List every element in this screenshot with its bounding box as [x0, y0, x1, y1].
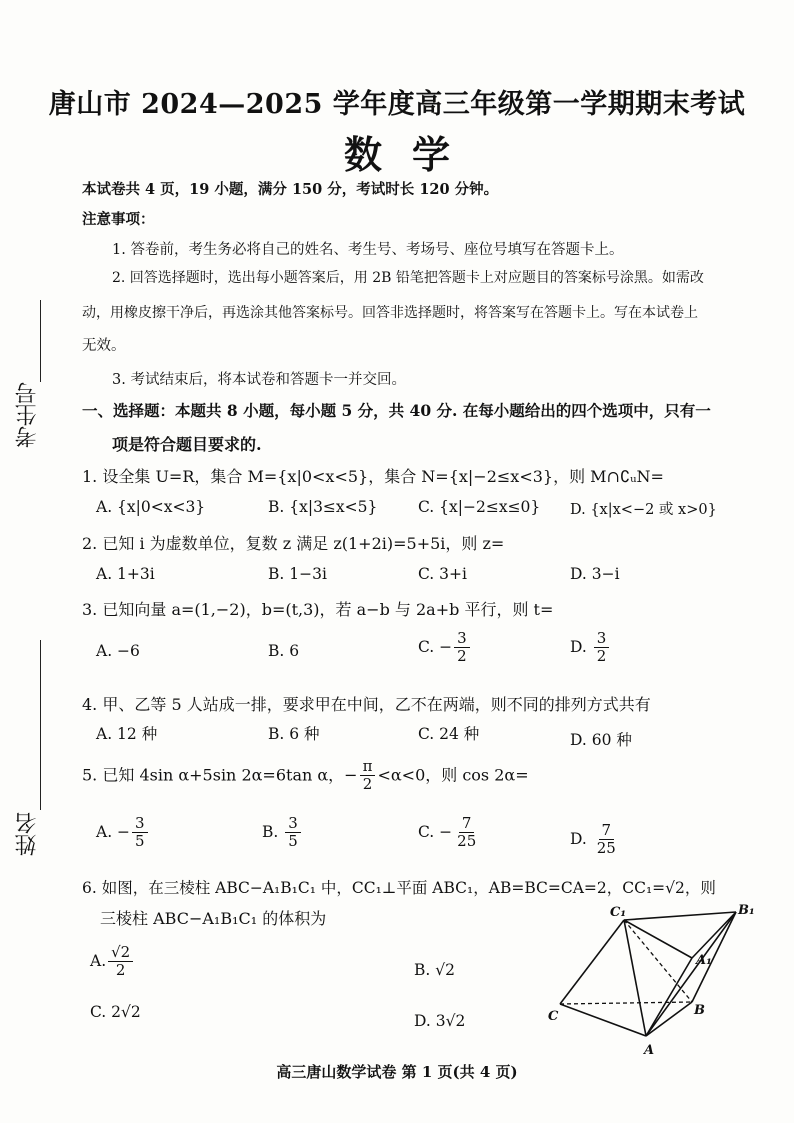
- question-5-option-d: [570, 822, 621, 858]
- question-3-option-a: A. −6: [96, 642, 140, 660]
- edge-c-b-hidden: [560, 1002, 692, 1004]
- question-2-stem: 2. 已知 i 为虚数单位，复数 z 满足 z(1+2i)=5+5i，则 z=: [82, 534, 505, 553]
- question-6-stem-line-2: 三棱柱 ABC−A₁B₁C₁ 的体积为: [100, 909, 327, 928]
- label-a: A: [644, 1043, 655, 1058]
- question-5-option-c-prefix: C. −: [418, 822, 453, 841]
- label-b1: B₁: [738, 903, 755, 918]
- section-1-heading-2: 项是符合题目要求的.: [112, 435, 262, 454]
- notice-item-2-line-2: 动，用橡皮擦干净后，再选涂其他答案标号。回答非选择题时，将答案写在答题卡上。写在本试卷上: [82, 305, 698, 321]
- question-1-option-a: A. {x|0<x<3}: [96, 498, 206, 516]
- exam-no-label: 考生号: [15, 382, 40, 448]
- label-c: C: [548, 1009, 559, 1024]
- question-5-option-d-prefix: D.: [570, 829, 592, 848]
- question-2-option-b: B. 1−3i: [268, 565, 327, 583]
- question-3-option-d-fraction: [594, 630, 610, 666]
- name-label: 姓名: [15, 812, 40, 856]
- fraction-denominator: 2: [362, 775, 373, 794]
- question-6-option-b: B. √2: [414, 961, 455, 979]
- question-3-stem: 3. 已知向量 a=(1,−2)，b=(t,3)，若 a−b 与 2a+b 平行，则 t=: [82, 600, 554, 619]
- question-5-option-a-fraction: [132, 815, 148, 851]
- notice-heading: 注意事项：: [82, 211, 155, 228]
- fraction-numerator: 3: [454, 630, 470, 648]
- fraction-numerator: π: [360, 758, 376, 776]
- fraction-numerator: 3: [285, 815, 301, 833]
- question-5-option-b-prefix: B.: [262, 822, 284, 841]
- question-2-option-d: D. 3−i: [570, 565, 620, 583]
- fraction-numerator: 3: [132, 815, 148, 833]
- question-2-option-c: C. 3+i: [418, 565, 467, 583]
- notice-item-2-line-3: 无效。: [82, 338, 126, 354]
- question-3-option-b: B. 6: [268, 642, 300, 660]
- question-3-option-c: [418, 630, 472, 666]
- question-6-option-a-fraction: [108, 944, 133, 980]
- question-5-option-a-prefix: A. −: [96, 822, 131, 841]
- fraction-numerator: √2: [108, 944, 133, 962]
- subject-title: 数学: [343, 132, 480, 177]
- fraction-denominator: 2: [115, 961, 126, 980]
- question-2-option-a: A. 1+3i: [96, 565, 155, 583]
- exam-title: 唐山市 2024—2025 学年度高三年级第一学期期末考试: [48, 89, 746, 120]
- edge-c-a: [560, 1004, 646, 1036]
- question-4-option-a: A. 12 种: [96, 725, 158, 743]
- edge-a-b: [646, 1002, 692, 1036]
- fraction-numerator: 7: [459, 815, 475, 833]
- edge-b1-a1: [692, 912, 736, 958]
- fraction-denominator: 25: [596, 839, 616, 858]
- label-b: B: [694, 1003, 705, 1018]
- edge-c1-b-hidden: [624, 920, 692, 1002]
- question-3-option-c-prefix: C. −: [418, 637, 453, 656]
- question-5-option-b: [262, 815, 303, 851]
- fraction-denominator: 2: [457, 647, 467, 666]
- question-6-stem-line-1: 6. 如图，在三棱柱 ABC−A₁B₁C₁ 中，CC₁⊥平面 ABC₁，AB=BC=CA=2，CC₁=√2，则: [82, 879, 716, 897]
- edge-c1-a1: [624, 920, 692, 958]
- fraction-denominator: 25: [457, 832, 477, 851]
- label-a1: A₁: [696, 953, 712, 968]
- edge-c1-c: [560, 920, 624, 1004]
- question-4-option-b: B. 6 种: [268, 725, 320, 743]
- question-5-stem-part-2: <α<0，则 cos 2α=: [377, 765, 529, 785]
- notice-item-3: 3. 考试结束后，将本试卷和答题卡一并交回。: [112, 372, 406, 388]
- page-footer: 高三唐山数学试卷 第 1 页(共 4 页): [276, 1063, 518, 1081]
- prism-figure: [540, 900, 762, 1060]
- question-6-option-c: C. 2√2: [90, 1003, 141, 1021]
- fraction-numerator: 3: [594, 630, 610, 648]
- notice-item-2-line-1: 2. 回答选择题时，选出每小题答案后，用 2B 铅笔把答题卡上对应题目的答案标号涂黑。如需改: [112, 270, 704, 286]
- question-4-stem: 4. 甲、乙等 5 人站成一排，要求甲在中间，乙不在两端，则不同的排列方式共有: [82, 695, 651, 714]
- question-5-stem: [82, 758, 529, 794]
- edge-b1-a: [646, 912, 736, 1036]
- question-3-option-d-prefix: D.: [570, 637, 592, 656]
- label-c1: C₁: [610, 905, 627, 920]
- question-5-option-b-fraction: [285, 815, 301, 851]
- edge-c1-a: [624, 920, 646, 1036]
- question-1-option-d: D. {x|x<−2 或 x>0}: [570, 502, 717, 518]
- question-6-option-a: [90, 944, 135, 980]
- question-3-option-d: [570, 630, 611, 666]
- question-6-option-a-prefix: A.: [90, 951, 107, 970]
- question-5-option-d-fraction: [594, 822, 619, 858]
- edge-a1-a: [646, 958, 692, 1036]
- question-1-option-c: C. {x|−2≤x≤0}: [418, 498, 541, 516]
- question-4-option-c: C. 24 种: [418, 725, 480, 743]
- question-3-option-c-fraction: [454, 630, 470, 666]
- fraction-denominator: 2: [596, 647, 607, 666]
- notice-item-1: 1. 答卷前，考生务必将自己的姓名、考生号、考场号、座位号填写在答题卡上。: [112, 242, 624, 258]
- question-1-option-b: B. {x|3≤x<5}: [268, 498, 378, 516]
- name-line: [40, 640, 41, 810]
- question-5-stem-fraction: [360, 758, 376, 794]
- question-5-option-c-fraction: [454, 815, 479, 851]
- question-5-option-a: [96, 815, 150, 851]
- fraction-numerator: 7: [599, 822, 615, 840]
- question-4-option-d: D. 60 种: [570, 731, 632, 749]
- question-5-stem-part-1: 5. 已知 4sin α+5sin 2α=6tan α，−: [82, 765, 358, 785]
- question-6-option-d: D. 3√2: [414, 1012, 466, 1030]
- exam-no-line: [40, 300, 41, 382]
- question-5-option-c: [418, 815, 481, 851]
- fraction-denominator: 5: [288, 832, 298, 851]
- question-1-stem: 1. 设全集 U=R，集合 M={x|0<x<5}，集合 N={x|−2≤x<3}，则 M∩∁ᵤN=: [82, 467, 664, 486]
- fraction-denominator: 5: [135, 832, 145, 851]
- section-1-heading: 一、选择题：本题共 8 小题，每小题 5 分，共 40 分. 在每小题给出的四个选项中，只有一: [82, 401, 711, 420]
- edge-c1-b1: [624, 912, 736, 920]
- intro-text: 本试卷共 4 页，19 小题，满分 150 分，考试时长 120 分钟。: [82, 181, 499, 198]
